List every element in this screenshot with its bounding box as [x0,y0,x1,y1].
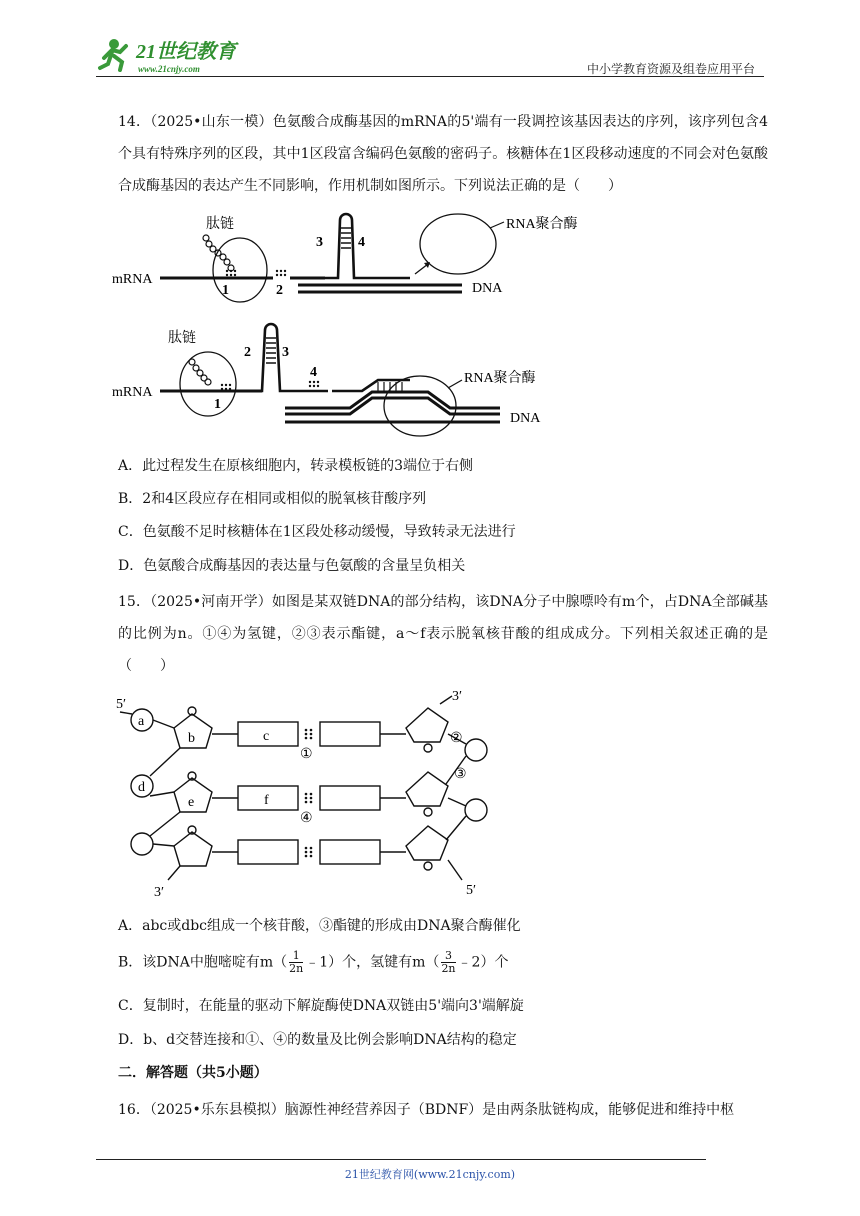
svg-text:a: a [138,714,145,729]
svg-text:DNA: DNA [510,411,541,426]
svg-text:f: f [264,793,269,808]
svg-text:RNA聚合酶: RNA聚合酶 [464,371,536,386]
footer-divider [96,1159,706,1160]
footer-text: 21世纪教育网(www.21cnjy.com) [344,1168,516,1181]
platform-title: 中小学教育资源及组卷应用平台 [586,62,755,76]
svg-text:RNA聚合酶: RNA聚合酶 [506,217,578,232]
logo-url: www.21cnjy.com [138,64,200,74]
svg-text:d: d [138,780,145,795]
svg-text:肽链: 肽链 [168,331,196,346]
svg-text:2: 2 [276,283,283,298]
svg-text:2: 2 [244,345,251,360]
section-2-heading: 二．解答题（共5小题） [118,1065,268,1081]
question-16-text: 16．（2025•乐东县模拟）脑源性神经营养因子（BDNF）是由两条肽链构成，能够促进和维持中枢 [118,1102,735,1118]
q14-option-c: C．色氨酸不足时核糖体在1区段处移动缓慢，导致转录无法进行 [118,524,516,540]
svg-text:e: e [188,795,195,810]
header-divider [96,76,764,77]
svg-text:c: c [263,729,270,744]
svg-text:3: 3 [316,235,323,250]
figure-15-dna [110,684,510,902]
svg-text:4: 4 [358,235,365,250]
q14-option-d: D．色氨酸合成酶基因的表达量与色氨酸的含量呈负相关 [118,558,466,574]
question-14-text: 14．（2025•山东一模）色氨酸合成酶基因的mRNA的5'端有一段调控该基因表达的序列，该序列包含4个具有特殊序列的区段，其中1区段富含编码色氨酸的密码子。核糖体在1区段移动速度的不同会对色氨酸合成酶基因的表达产生不同影响，作用机制如图所示。下列说法正确的是（ ） [118,114,768,194]
site-logo [96,36,266,76]
svg-text:5′: 5′ [466,883,477,898]
fig1-peptide-label: 肽链 [206,217,234,232]
svg-text:mRNA: mRNA [112,385,153,400]
q15-option-a: A．abc或dbc组成一个核苷酸，③酯键的形成由DNA聚合酶催化 [118,918,521,934]
svg-text:3′: 3′ [452,689,463,704]
rna-polymerase [420,214,496,274]
figure-14-top [110,200,578,312]
figure-14-bottom [110,318,550,450]
svg-text:②: ② [450,731,463,746]
q14-option-a: A．此过程发生在原核细胞内，转录模板链的3端位于右侧 [118,458,474,474]
question-15-text: 15．（2025•河南开学）如图是某双链DNA的部分结构，该DNA分子中腺嘌呤有m个，占DNA全部碱基的比例为n。①④为氢键，②③表示酯键，a～f表示脱氧核苷酸的组成成分。下列相关叙述正确的是（ ） [118,594,768,674]
svg-text:DNA: DNA [472,281,503,296]
svg-text:3: 3 [282,345,289,360]
fig1-mrna-label: mRNA [112,272,153,287]
runner-icon [100,39,126,70]
svg-text:3′: 3′ [154,885,165,900]
svg-text:1: 1 [214,397,221,412]
svg-text:4: 4 [310,365,317,380]
q15-option-d: D．b、d交替连接和①、④的数量及比例会影响DNA结构的稳定 [118,1032,517,1048]
q15-option-c: C．复制时，在能量的驱动下解旋酶使DNA双链由5'端向3'端解旋 [118,998,524,1014]
q15-option-b: B．该DNA中胞嘧啶有m（ $\frac{1}{2n}$ ﹣1）个，氢键有m（ $\frac{3}{2n}$ ﹣2）个 [118,949,509,975]
svg-text:③: ③ [454,767,467,782]
logo-text: 21世纪教育 [136,41,236,63]
svg-text:b: b [188,731,195,746]
svg-text:1: 1 [222,283,229,298]
svg-text:④: ④ [300,811,313,826]
svg-text:5′: 5′ [116,697,127,712]
q14-option-b: B．2和4区段应存在相同或相似的脱氧核苷酸序列 [118,491,427,507]
svg-text:①: ① [300,747,313,762]
